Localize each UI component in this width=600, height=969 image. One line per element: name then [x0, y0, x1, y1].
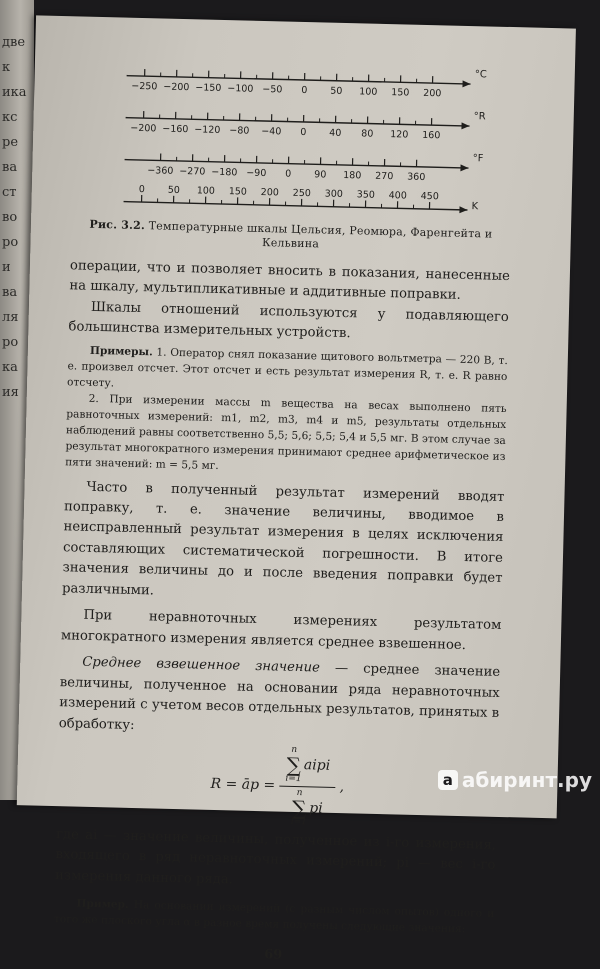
scale-tick-label: 350	[357, 189, 375, 200]
left-page-fragment: ро	[2, 335, 18, 350]
scale-tick-label: 80	[361, 128, 373, 139]
caption-label: Рис. 3.2.	[89, 218, 145, 232]
left-page-fragment: и	[2, 260, 11, 275]
scale-0	[126, 61, 487, 101]
scale-tick-label: 150	[229, 186, 247, 197]
denominator-sum-top: n	[297, 789, 303, 798]
left-page-fragment: ре	[2, 135, 18, 150]
numerator-sum	[285, 746, 302, 784]
watermark	[438, 768, 592, 792]
scale-tick-label: −80	[229, 125, 249, 136]
scale-tick-label: 150	[391, 87, 409, 98]
scale-tick-label: 270	[375, 171, 393, 182]
scale-tick-label: 0	[301, 85, 307, 96]
numerator-sum-top: n	[291, 746, 297, 755]
scale-unit: °C	[475, 69, 487, 80]
numerator-sum-bottom: i=1	[285, 775, 301, 784]
scale-tick-label: −180	[211, 167, 237, 179]
formula-lhs: R = āp =	[210, 776, 275, 794]
scale-arrow-icon	[462, 80, 470, 87]
left-page-fragment: ро	[2, 235, 18, 250]
scale-tick-label: 250	[293, 188, 311, 199]
watermark-text: абиринт.ру	[462, 768, 592, 792]
denominator-sum-symbol: ∑	[292, 798, 307, 818]
scale-tick-label: 400	[389, 190, 407, 201]
paragraph-6: где ai — значение величины, полученное из i-го измерения, входящего в ряд неравноточных измерений; pi — вес i-го измерения данного ряда.	[55, 825, 496, 897]
scale-tick-label: −270	[179, 166, 205, 178]
scale-tick-label: −40	[261, 126, 281, 137]
scale-unit: K	[471, 201, 478, 212]
left-page-fragment: к	[2, 60, 10, 75]
formula-denominator	[285, 787, 330, 828]
scale-axis	[124, 202, 468, 210]
formula-numerator	[279, 746, 336, 788]
scale-1	[125, 103, 486, 143]
page-content	[53, 36, 515, 968]
scale-tick-label: 180	[343, 170, 361, 181]
paragraph-4: При неравноточных измерениях результатом многократного измерения является среднее взвешенное.	[61, 605, 502, 657]
scale-tick-label: −150	[195, 82, 221, 94]
example-2: 2. При измерении массы m вещества на весах выполнено пять равноточных измерений: m1, m2, m3, m4 и m5, результаты отдельных наблюдений равны соответственно 5,5; 5,6; 5,5; 5,4 и 5,5 мг. В этом случае за результат многократного измерения принимают среднее арифметическое из пяти значений: m = 5,5 мг.	[65, 391, 507, 481]
denominator-term: pi	[309, 800, 323, 816]
paragraph-2: Шкалы отношений используются у подавляющего большинства измерительных устройств.	[68, 297, 509, 349]
scale-tick-label: 100	[197, 185, 215, 196]
scale-3	[123, 184, 478, 214]
example-3	[54, 896, 495, 939]
watermark-logo-icon: a	[438, 770, 458, 790]
scale-tick-label: 200	[261, 187, 279, 198]
figure-caption	[70, 217, 511, 256]
scale-tick-label: −100	[227, 83, 253, 95]
scale-tick-label: −90	[246, 168, 266, 179]
scale-tick-label: 50	[168, 185, 180, 196]
examples-label: Примеры.	[90, 345, 153, 359]
scale-tick-label: 120	[390, 129, 408, 140]
formula-fraction	[278, 746, 336, 828]
numerator-term: aipi	[304, 757, 331, 774]
denominator-sum	[291, 789, 308, 827]
scale-tick-label: −200	[130, 123, 156, 135]
left-page-fragment: две	[2, 35, 25, 50]
page-number: 69	[53, 942, 493, 968]
left-page-fragment: кс	[2, 110, 17, 125]
scale-tick-label: 0	[139, 184, 145, 195]
scale-tick-label: 450	[421, 191, 439, 202]
scale-tick-label: 160	[422, 130, 440, 141]
scale-tick-label: −160	[162, 124, 188, 136]
scale-arrow-icon	[461, 122, 469, 129]
scale-unit: °F	[473, 153, 484, 164]
left-page-fragment: ва	[2, 285, 17, 300]
scale-tick-label: −200	[163, 82, 189, 94]
scale-tick-label: 200	[423, 88, 441, 99]
scale-tick-label: −50	[262, 84, 282, 95]
scale-tick-label: 50	[330, 86, 342, 97]
scale-arrow-icon	[459, 206, 467, 213]
formula-tail: ,	[339, 780, 344, 796]
scale-tick-label: 0	[300, 127, 306, 138]
scale-tick-label: 360	[407, 172, 425, 183]
left-page-fragment: ва	[2, 160, 17, 175]
example-1-text: 1. Оператор снял показание щитового вольтметра — 220 В, т. е. произвел отсчет. Этот отсчет и есть результат измерения R, т. е. R равно отсчету.	[67, 347, 508, 390]
definition-text: — среднее значение величины, полученное на основании ряда неравноточных измерений с учетом весов отдельных результатов, принятых в обработку:	[59, 661, 501, 733]
example-label: Пример.	[76, 898, 129, 911]
paragraph-3: Часто в полученный результат измерений вводят поправку, т. е. значение величины, вводимое в неисправленный результат измерения в целях исключения составляющих систематической погрешности. В итоге значения величины до и после введения поправки будет различными.	[62, 477, 505, 610]
paragraph-5	[59, 652, 501, 745]
scale-2	[124, 145, 484, 185]
scale-arrow-icon	[460, 164, 468, 171]
left-page-fragment: ика	[2, 85, 27, 100]
scale-tick-label: −120	[194, 124, 220, 136]
scale-unit: °R	[474, 111, 486, 122]
example-3-text: На основании измерений (с разным числом опытов) одного и того же плоского угла α в разное время получены следующие значения:	[54, 899, 495, 935]
scale-tick-label: −360	[147, 165, 173, 177]
denominator-sum-bottom: i=1	[291, 818, 307, 827]
left-page-fragment: ля	[2, 310, 18, 325]
scale-tick-label: 90	[314, 169, 326, 180]
temperature-scales-figure	[71, 36, 515, 222]
scale-tick-label: 40	[329, 128, 341, 139]
book-page	[17, 15, 576, 818]
left-page-fragment: ка	[2, 360, 18, 375]
numerator-sum-symbol: ∑	[286, 755, 301, 775]
left-page-fragment: ия	[2, 385, 19, 400]
weighted-mean-formula	[56, 740, 498, 832]
paragraph-1: операции, что и позволяет вносить в показания, нанесенные на шкалу, мультипликативные и аддитивные поправки.	[69, 256, 510, 308]
caption-text: Температурные шкалы Цельсия, Реомюра, Фаренгейта и Кельвина	[149, 219, 493, 250]
left-page-fragment: ст	[2, 185, 16, 200]
left-page-fragment: во	[2, 210, 17, 225]
defined-term: Среднее взвешенное значение	[82, 655, 320, 676]
scale-tick-label: −250	[131, 81, 157, 93]
scale-tick-label: 100	[359, 86, 377, 97]
scale-tick-label: 0	[285, 169, 291, 180]
scale-tick-label: 300	[325, 189, 343, 200]
